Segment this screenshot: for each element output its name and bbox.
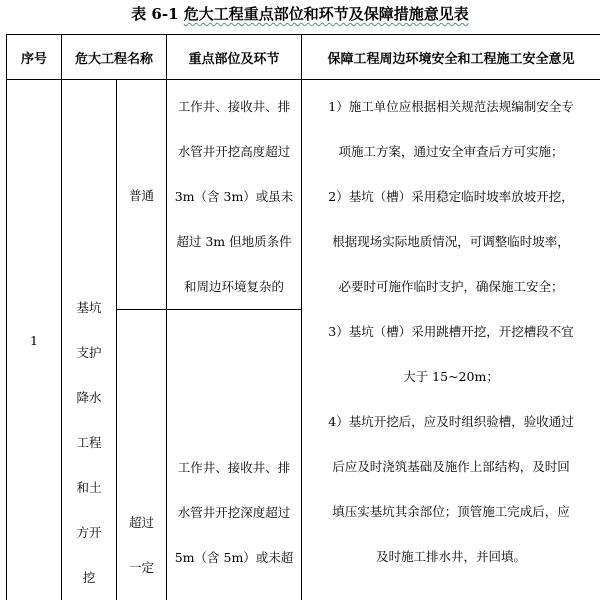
subcategory-exceed-cell (117, 310, 167, 600)
opinion-line: 项施工方案，通过安全审查后方可实施； (302, 129, 600, 174)
subcategory-normal: 普通 (129, 188, 154, 203)
header-key-part: 重点部位及环节 (167, 35, 302, 80)
opinion-line: 填压实基坑其余部位；顶管施工完成后，应 (302, 489, 600, 534)
header-no: 序号 (7, 35, 62, 80)
opinion-line: 后应及时浇筑基础及施作上部结构，及时回 (302, 444, 600, 489)
project-name-line: 方开 (76, 510, 101, 555)
project-name-line: 基坑 (76, 285, 101, 330)
subcategory-exceed-line: 一定 (129, 545, 154, 590)
header-opinion: 保障工程周边环境安全和工程施工安全意见 (302, 35, 600, 80)
project-name-line: 挖 (83, 555, 96, 600)
subcategory-normal-cell (117, 80, 167, 310)
opinion-line: 大于 15~20m； (302, 354, 600, 399)
row-number: 1 (30, 333, 38, 348)
project-name-line: 降水 (76, 375, 101, 420)
project-name-line: 和土 (76, 465, 101, 510)
table-number: 表 6-1 (131, 5, 178, 23)
table-title-text: 危大工程重点部位和环节及保障措施意见表 (184, 5, 469, 23)
project-name-cell (62, 80, 117, 600)
opinion-line: 1）施工单位应根据相关规范法规编制安全专 (302, 84, 600, 129)
key-part-line: 5m（含 5m）或未超 (167, 535, 301, 580)
row-number-cell (7, 80, 62, 600)
opinion-line: 根据现场实际地质情况，可调整临时坡率， (302, 219, 600, 264)
subcategory-exceed-line: 超过 (129, 500, 154, 545)
opinion-line: 3）基坑（槽）采用跳槽开挖，开挖槽段不宜 (302, 309, 600, 354)
table-title (0, 4, 600, 24)
key-part-line: 工作井、接收井、排 (167, 445, 301, 490)
key-part-line: 工作井、接收井、排 (167, 84, 301, 129)
key-part-line: 超过 3m 但地质条件 (167, 219, 301, 264)
key-part-line: 和周边环境复杂的 (167, 264, 301, 309)
opinion-line: 及时施工排水井，并回填。 (302, 534, 600, 579)
hazard-table (6, 34, 600, 600)
project-name-line: 工程 (76, 420, 101, 465)
table-row (7, 80, 600, 310)
opinion-cell (302, 80, 600, 600)
key-part-cell (167, 80, 302, 310)
opinion-line: 2）基坑（槽）采用稳定临时坡率放坡开挖， (302, 174, 600, 219)
key-part-line: 3m（含 3m）或虽未 (167, 174, 301, 219)
opinion-line: 4）基坑开挖后，应及时组织验槽，验收通过 (302, 399, 600, 444)
key-part-line: 水管井开挖高度超过 (167, 129, 301, 174)
header-row (7, 35, 600, 80)
project-name-line: 支护 (76, 330, 101, 375)
header-name: 危大工程名称 (62, 35, 167, 80)
key-part-cell-2 (167, 310, 302, 600)
opinion-line: 必要时可施作临时支护，确保施工安全； (302, 264, 600, 309)
key-part-line: 水管井开挖深度超过 (167, 490, 301, 535)
